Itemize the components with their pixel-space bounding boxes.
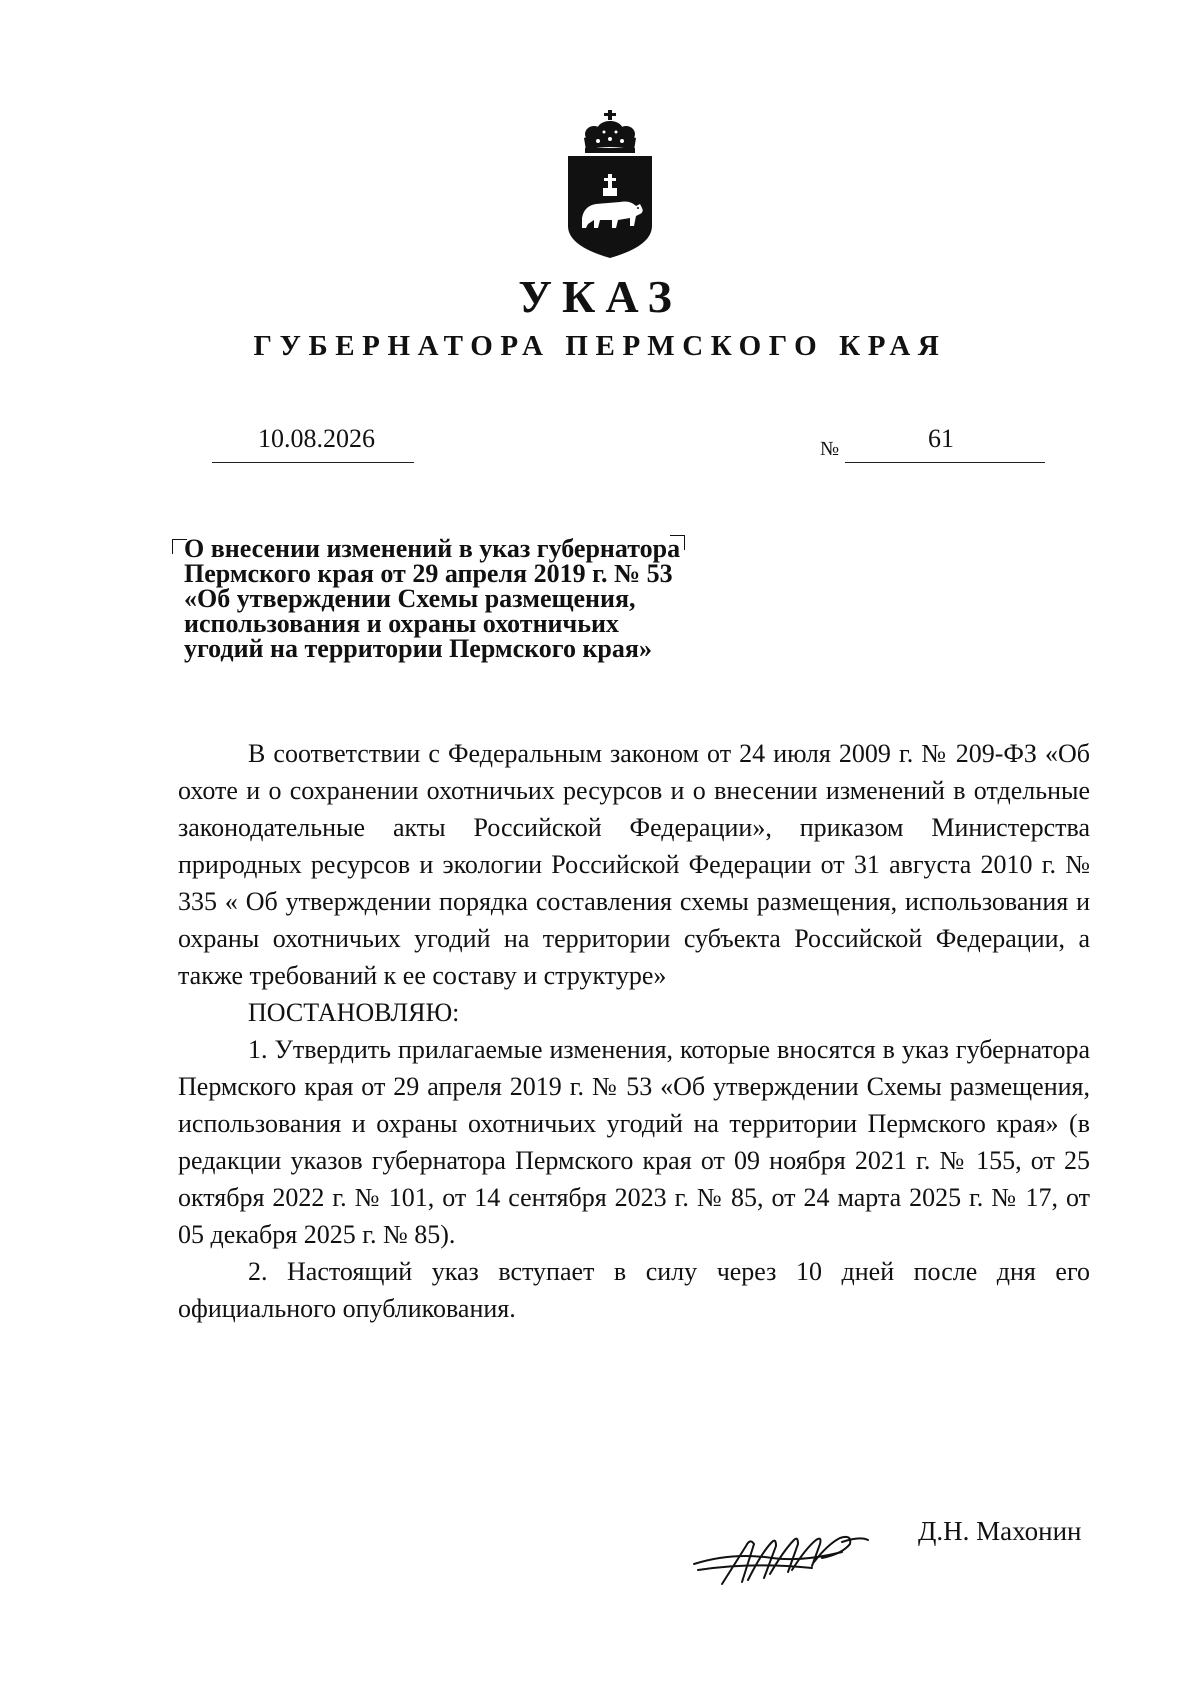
decree-number-field bbox=[845, 422, 1045, 463]
number-label: № bbox=[820, 438, 840, 460]
decree-subtitle: ГУБЕРНАТОРА ПЕРМСКОГО КРАЯ bbox=[253, 330, 947, 362]
decree-date: 10.08.2026 bbox=[258, 424, 375, 453]
decree-number: 61 bbox=[928, 424, 954, 453]
subject-line: использования и охраны охотничьих bbox=[184, 609, 619, 638]
subject-line: угодий на территории Пермского края» bbox=[184, 634, 652, 663]
item-1-paragraph: 1. Утвердить прилагаемые изменения, которые вносятся в указ губернатора Пермского края от 29 апреля 2019 г. № 53 «Об утверждении Схемы размещения, использования и охраны охотничьих угодий на территории Пермского края» (в редакции указов губернатора Пермского края от 09 ноября 2021 г. № 155, от 25 октября 2022 г. № 101, от 14 сентября 2023 г. № 85, от 24 марта 2025 г. № 17, от 05 декабря 2025 г. № 85). bbox=[178, 1035, 1090, 1249]
decree-title: УКАЗ bbox=[518, 271, 682, 322]
coat-of-arms-icon bbox=[560, 108, 660, 258]
subject-line: О внесении изменений в указ губернатора bbox=[184, 534, 681, 563]
decree-subject bbox=[184, 536, 744, 661]
item-2-paragraph: 2. Настоящий указ вступает в силу через 10 дней после дня его официального опубликования. bbox=[178, 1257, 1090, 1323]
resolve-heading: ПОСТАНОВЛЯЮ: bbox=[248, 998, 460, 1027]
decree-date-field bbox=[212, 422, 414, 463]
signer-name: Д.Н. Махонин bbox=[918, 1516, 1082, 1546]
subject-line: «Об утверждении Схемы размещения, bbox=[184, 584, 636, 613]
decree-body bbox=[178, 735, 1090, 1327]
preamble-paragraph: В соответствии с Федеральным законом от 24 июля 2009 г. № 209-ФЗ «Об охоте и о сохранении охотничьих ресурсов и о внесении изменений в отдельные законодательные акты Российской Федерации», приказом Министерства природных ресурсов и экологии Российской Федерации от 31 августа 2010 г. № 335 « Об утверждении порядка составления схемы размещения, использования и охраны охотничьих угодий на территории субъекта Российской Федерации, а также требований к ее составу и структуре» bbox=[178, 739, 1090, 990]
subject-line: Пермского края от 29 апреля 2019 г. № 53 bbox=[184, 559, 673, 588]
handwritten-signature-icon bbox=[692, 1522, 870, 1592]
